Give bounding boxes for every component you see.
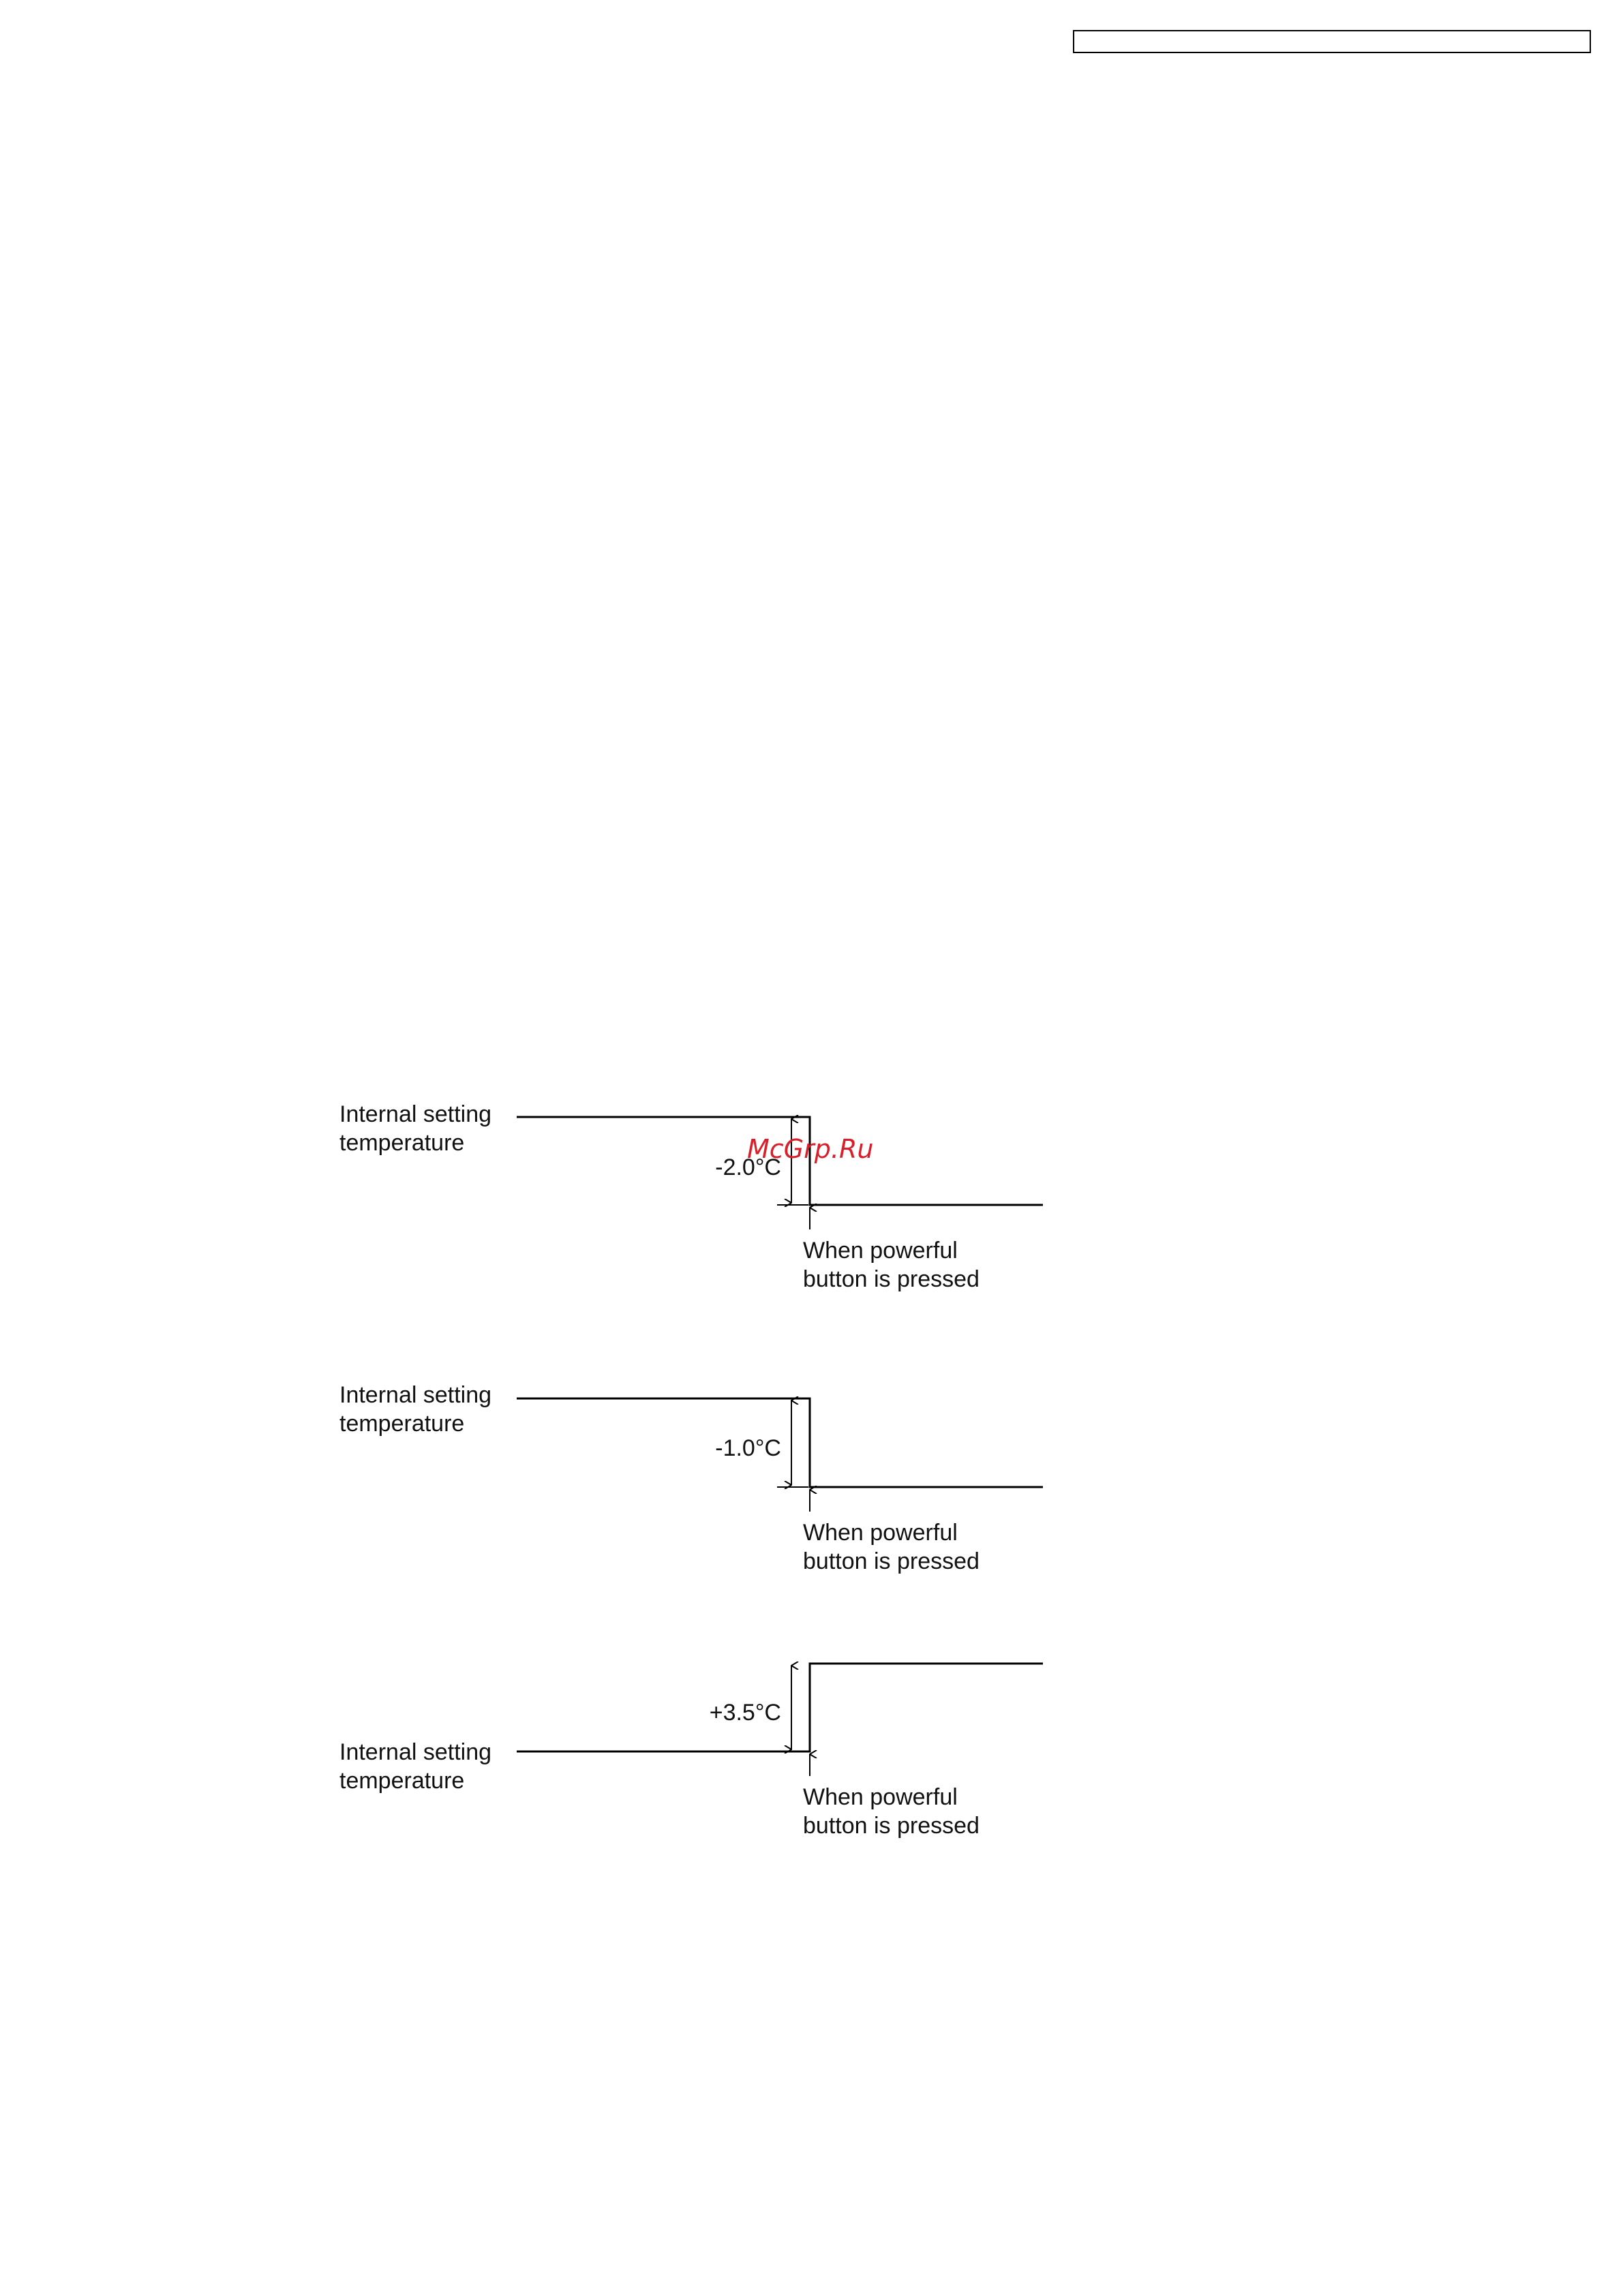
setting-label-line2: temperature [339, 1768, 465, 1794]
press-note-line1: When powerful [803, 1238, 958, 1264]
temperature-shift-value: -2.0°C [715, 1154, 781, 1180]
setting-label-line1: Internal setting [339, 1101, 492, 1127]
press-note-line2: button is pressed [803, 1813, 980, 1839]
diagram-cooling-minus-2 [339, 1101, 1043, 1292]
temperature-shift-value: -1.0°C [715, 1435, 781, 1461]
setting-label-line2: temperature [339, 1130, 465, 1156]
press-note-line2: button is pressed [803, 1548, 980, 1574]
setting-label-line1: Internal setting [339, 1382, 492, 1408]
press-note-line1: When powerful [803, 1520, 958, 1546]
diagram-heating-plus-3-5 [339, 1664, 1043, 1839]
press-note-line2: button is pressed [803, 1266, 980, 1292]
setting-label-line1: Internal setting [339, 1739, 492, 1765]
temperature-shift-value: +3.5°C [709, 1700, 781, 1726]
watermark-text: McGrp.Ru [747, 1134, 874, 1164]
press-note-line1: When powerful [803, 1784, 958, 1810]
setting-label-line2: temperature [339, 1411, 465, 1437]
diagram-cooling-minus-1 [339, 1382, 1043, 1574]
